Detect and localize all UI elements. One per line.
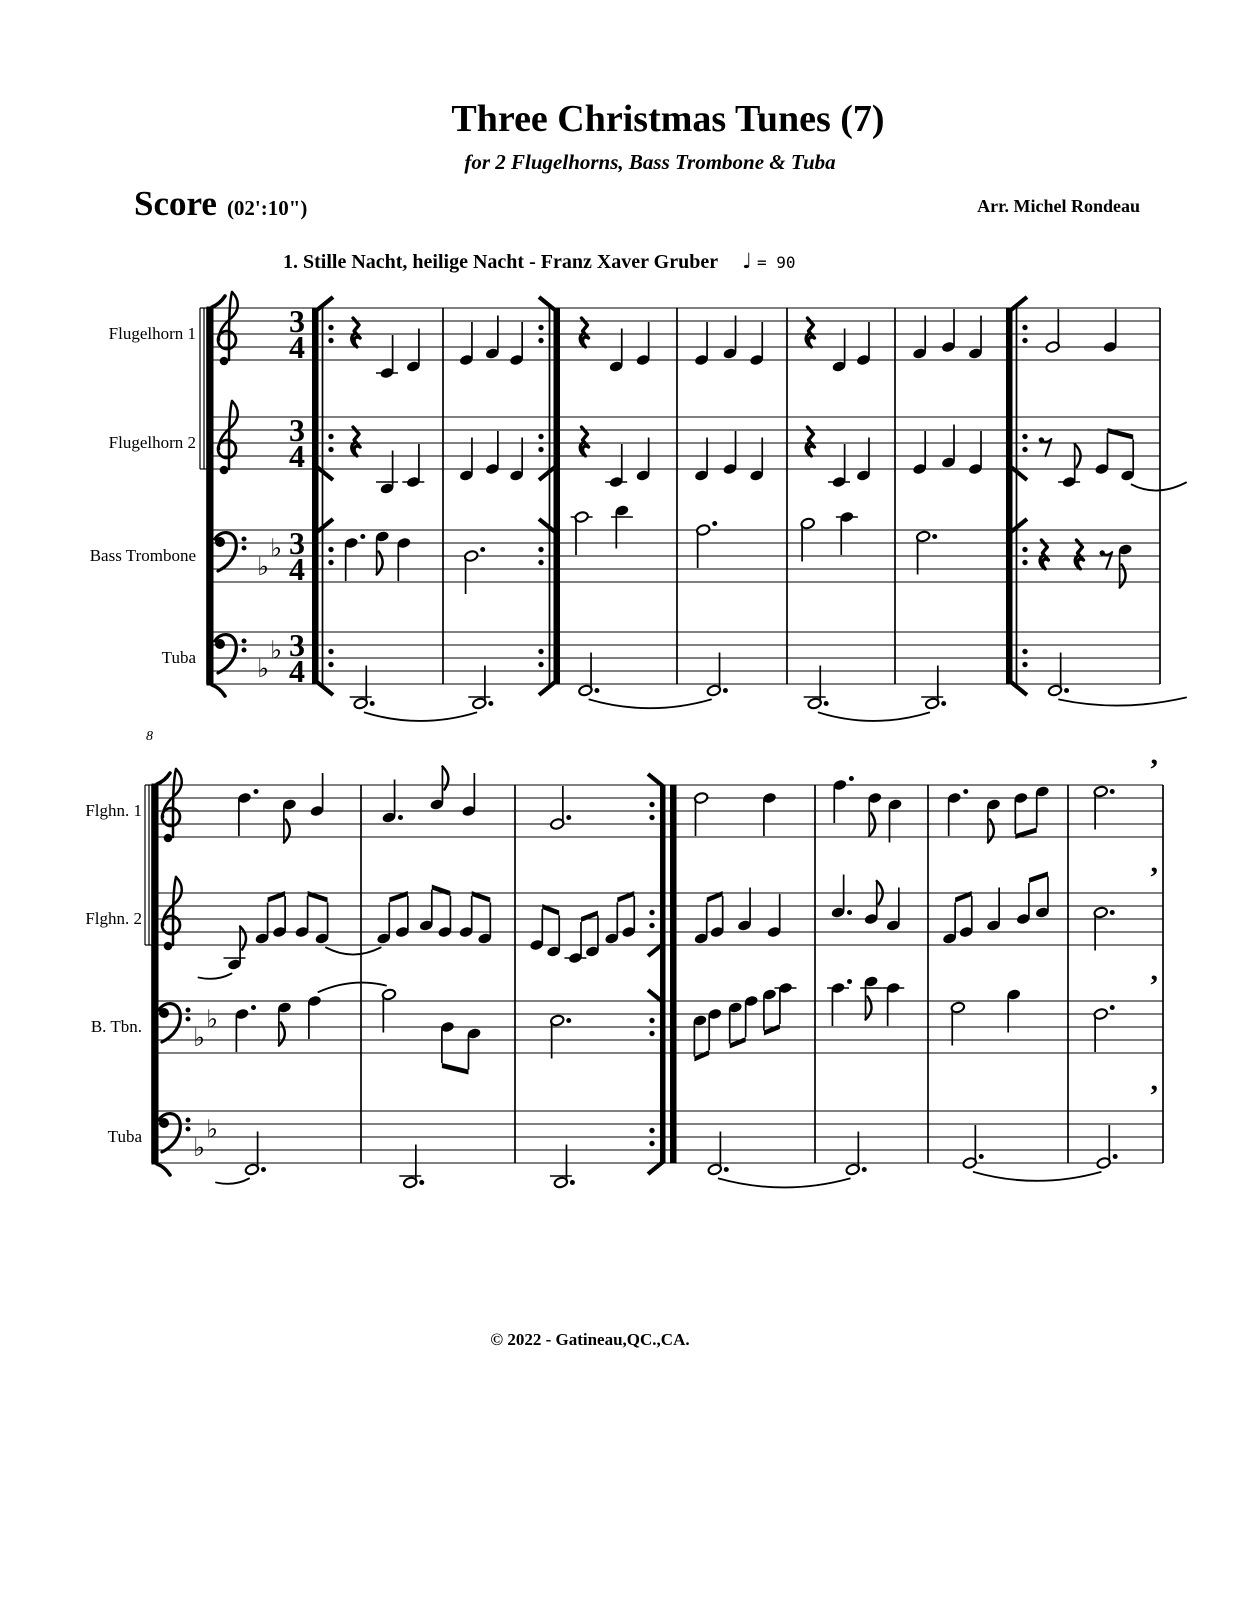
svg-text:4: 4 bbox=[289, 438, 305, 474]
svg-text:♭: ♭ bbox=[206, 1114, 218, 1144]
tempo-value: = 90 bbox=[757, 253, 796, 272]
instrument-label-flghn-1: Flghn. 1 bbox=[85, 801, 142, 820]
instrument-label-flugelhorn-2: Flugelhorn 2 bbox=[108, 433, 196, 452]
svg-text:♭: ♭ bbox=[257, 654, 269, 683]
svg-text:3: 3 bbox=[289, 525, 305, 561]
svg-text:3: 3 bbox=[289, 627, 305, 663]
score-duration: (02':10") bbox=[226, 196, 308, 220]
instrument-label-tuba: Tuba bbox=[161, 648, 196, 667]
instrument-label-flghn-2: Flghn. 2 bbox=[85, 909, 142, 928]
quarter-note-icon: ♩ bbox=[742, 249, 753, 273]
movement-title: 1. Stille Nacht, heilige Nacht - Franz Xaver Gruber bbox=[283, 251, 719, 273]
svg-text:4: 4 bbox=[289, 551, 305, 587]
svg-text:♭: ♭ bbox=[257, 552, 269, 581]
measure-number: 8 bbox=[146, 729, 153, 744]
instrument-label-bass-trombone: Bass Trombone bbox=[89, 546, 196, 565]
instrument-label-b-tbn: B. Tbn. bbox=[90, 1017, 142, 1036]
svg-text:4: 4 bbox=[289, 653, 305, 689]
instrument-label-tuba-2: Tuba bbox=[107, 1127, 142, 1146]
svg-text:♭: ♭ bbox=[193, 1133, 205, 1162]
svg-text:4: 4 bbox=[289, 329, 305, 365]
page-subtitle: for 2 Flugelhorns, Bass Trombone & Tuba bbox=[464, 150, 836, 174]
page-title: Three Christmas Tunes (7) bbox=[451, 98, 885, 140]
svg-text:3: 3 bbox=[289, 303, 305, 339]
svg-text:♭: ♭ bbox=[206, 1004, 218, 1034]
svg-text:’: ’ bbox=[1149, 861, 1159, 894]
svg-text:’: ’ bbox=[1149, 1079, 1159, 1112]
svg-text:♭: ♭ bbox=[270, 533, 282, 563]
svg-text:3: 3 bbox=[289, 412, 305, 448]
copyright-footer: © 2022 - Gatineau,QC.,CA. bbox=[490, 1330, 690, 1349]
score-label: Score bbox=[134, 184, 217, 223]
instrument-label-flugelhorn-1: Flugelhorn 1 bbox=[108, 324, 196, 343]
svg-text:’: ’ bbox=[1149, 969, 1159, 1002]
arranger-credit: Arr. Michel Rondeau bbox=[977, 196, 1140, 216]
svg-text:♭: ♭ bbox=[270, 635, 282, 665]
svg-text:’: ’ bbox=[1149, 753, 1159, 786]
svg-text:♭: ♭ bbox=[193, 1023, 205, 1052]
